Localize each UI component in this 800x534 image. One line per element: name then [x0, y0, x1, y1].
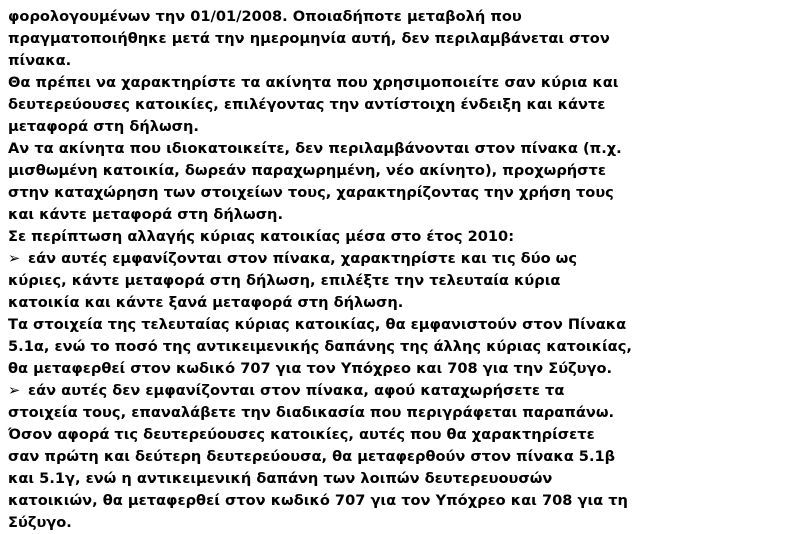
text-line: φορολογουμένων την 01/01/2008. Οποιαδήποτε μεταβολή που [8, 8, 522, 25]
arrow-bullet-icon: ➢ [8, 382, 21, 399]
text-line: πραγματοποιήθηκε μετά την ημερομηνία αυτή, δεν περιλαμβάνεται στον [8, 30, 610, 47]
text-line: Τα στοιχεία της τελευταίας κύριας κατοικίας, θα εμφανιστούν στον Πίνακα [8, 316, 627, 333]
text-line: κατοικιών, θα μεταφερθεί στον κωδικό 707 για τον Υπόχρεο και 708 για τη [8, 492, 628, 509]
arrow-bullet-icon: ➢ [8, 250, 21, 267]
text-line: 5.1α, ενώ το ποσό της αντικειμενικής δαπάνης της άλλης κύριας κατοικίας, [8, 338, 632, 355]
text-line: δευτερεύουσες κατοικίες, επιλέγοντας την αντίστοιχη ένδειξη και κάντε [8, 96, 606, 113]
text-line: Σε περίπτωση αλλαγής κύριας κατοικίας μέσα στο έτος 2010: [8, 228, 515, 245]
bullet-line [8, 248, 788, 270]
text-line: στοιχεία τους, επαναλάβετε την διαδικασία που περιγράφεται παραπάνω. [8, 404, 615, 421]
text-line: Θα πρέπει να χαρακτηρίστε τα ακίνητα που χρησιμοποιείτε σαν κύρια και [8, 74, 619, 91]
text-line: μεταφορά στη δήλωση. [8, 118, 199, 135]
text-line: θα μεταφερθεί στον κωδικό 707 για τον Υπόχρεο και 708 για την Σύζυγο. [8, 360, 613, 377]
text-line: κατοικία και κάντε ξανά μεταφορά στη δήλωση. [8, 294, 404, 311]
text-line: Αν τα ακίνητα που ιδιοκατοικείτε, δεν περιλαμβάνονται στον πίνακα (π.χ. [8, 140, 622, 157]
text-line: κύριες, κάντε μεταφορά στη δήλωση, επιλέξτε την τελευταία κύρια [8, 272, 561, 289]
text-line: στην καταχώρηση των στοιχείων τους, χαρακτηρίζοντας την χρήση τους [8, 184, 614, 201]
text-line: μισθωμένη κατοικία, δωρεάν παραχωρημένη, νέο ακίνητο), προχωρήστε [8, 162, 606, 179]
text-line: σαν πρώτη και δεύτερη δευτερεύουσα, θα μεταφερθούν στον πίνακα 5.1β [8, 448, 616, 465]
text-line: Σύζυγο. [8, 514, 72, 531]
text-line: και κάντε μεταφορά στη δήλωση. [8, 206, 283, 223]
text-line: πίνακα. [8, 52, 72, 69]
text-line: Όσον αφορά τις δευτερεύουσες κατοικίες, αυτές που θα χαρακτηρίσετε [8, 426, 595, 443]
text-line: και 5.1γ, ενώ η αντικειμενική δαπάνη των λοιπών δευτερευουσών [8, 470, 553, 487]
bullet-text: εάν αυτές εμφανίζονται στον πίνακα, χαρακτηρίστε και τις δύο ως [28, 250, 578, 267]
document-text [8, 6, 788, 534]
bullet-text: εάν αυτές δεν εμφανίζονται στον πίνακα, αφού καταχωρήσετε τα [28, 382, 565, 399]
bullet-line [8, 380, 788, 402]
